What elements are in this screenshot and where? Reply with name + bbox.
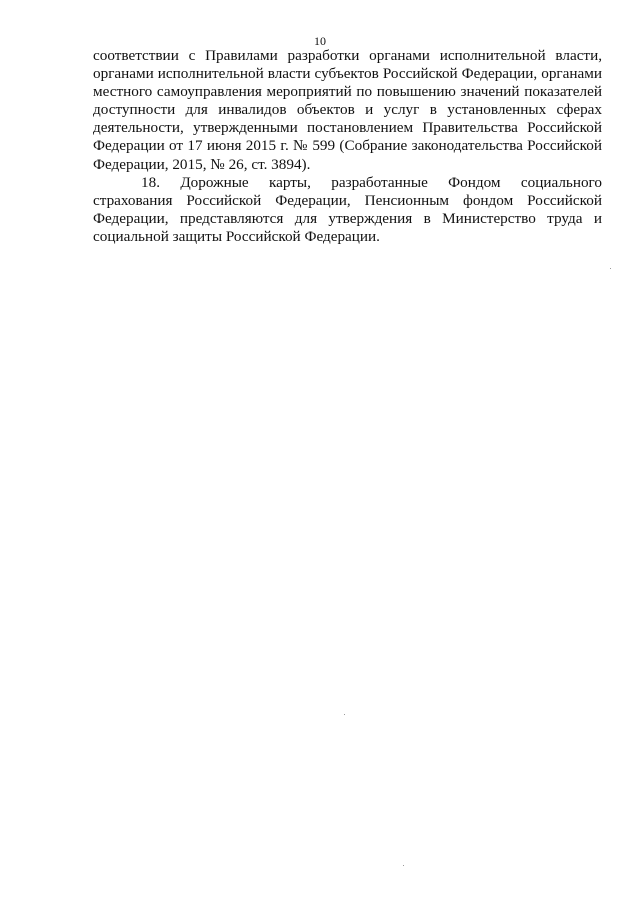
page-number: 10 — [314, 34, 326, 48]
paragraph-continuation: соответствии с Правилами разработки органами исполнительной власти, органами исполнительной власти субъектов Российской Федерации, органами местного самоуправления мероприятий по повышению значений показателей доступности для инвалидов объектов и услуг в установленных сферах деятельности, утвержденными постановлением Правительства Российской Федерации от 17 июня 2015 г. № 599 (Собрание законодательства Российской Федерации, 2015, № 26, ст. 3894). — [93, 47, 602, 173]
scan-speck — [403, 865, 404, 866]
document-body — [93, 47, 602, 246]
paragraph-18: 18. Дорожные карты, разработанные Фондом социального страхования Российской Федерации, Пенсионным фондом Российской Федерации, представляются для утверждения в Министерство труда и социальной защиты Российской Федерации. — [93, 173, 602, 245]
scan-speck — [610, 268, 611, 269]
scan-speck — [344, 714, 345, 715]
